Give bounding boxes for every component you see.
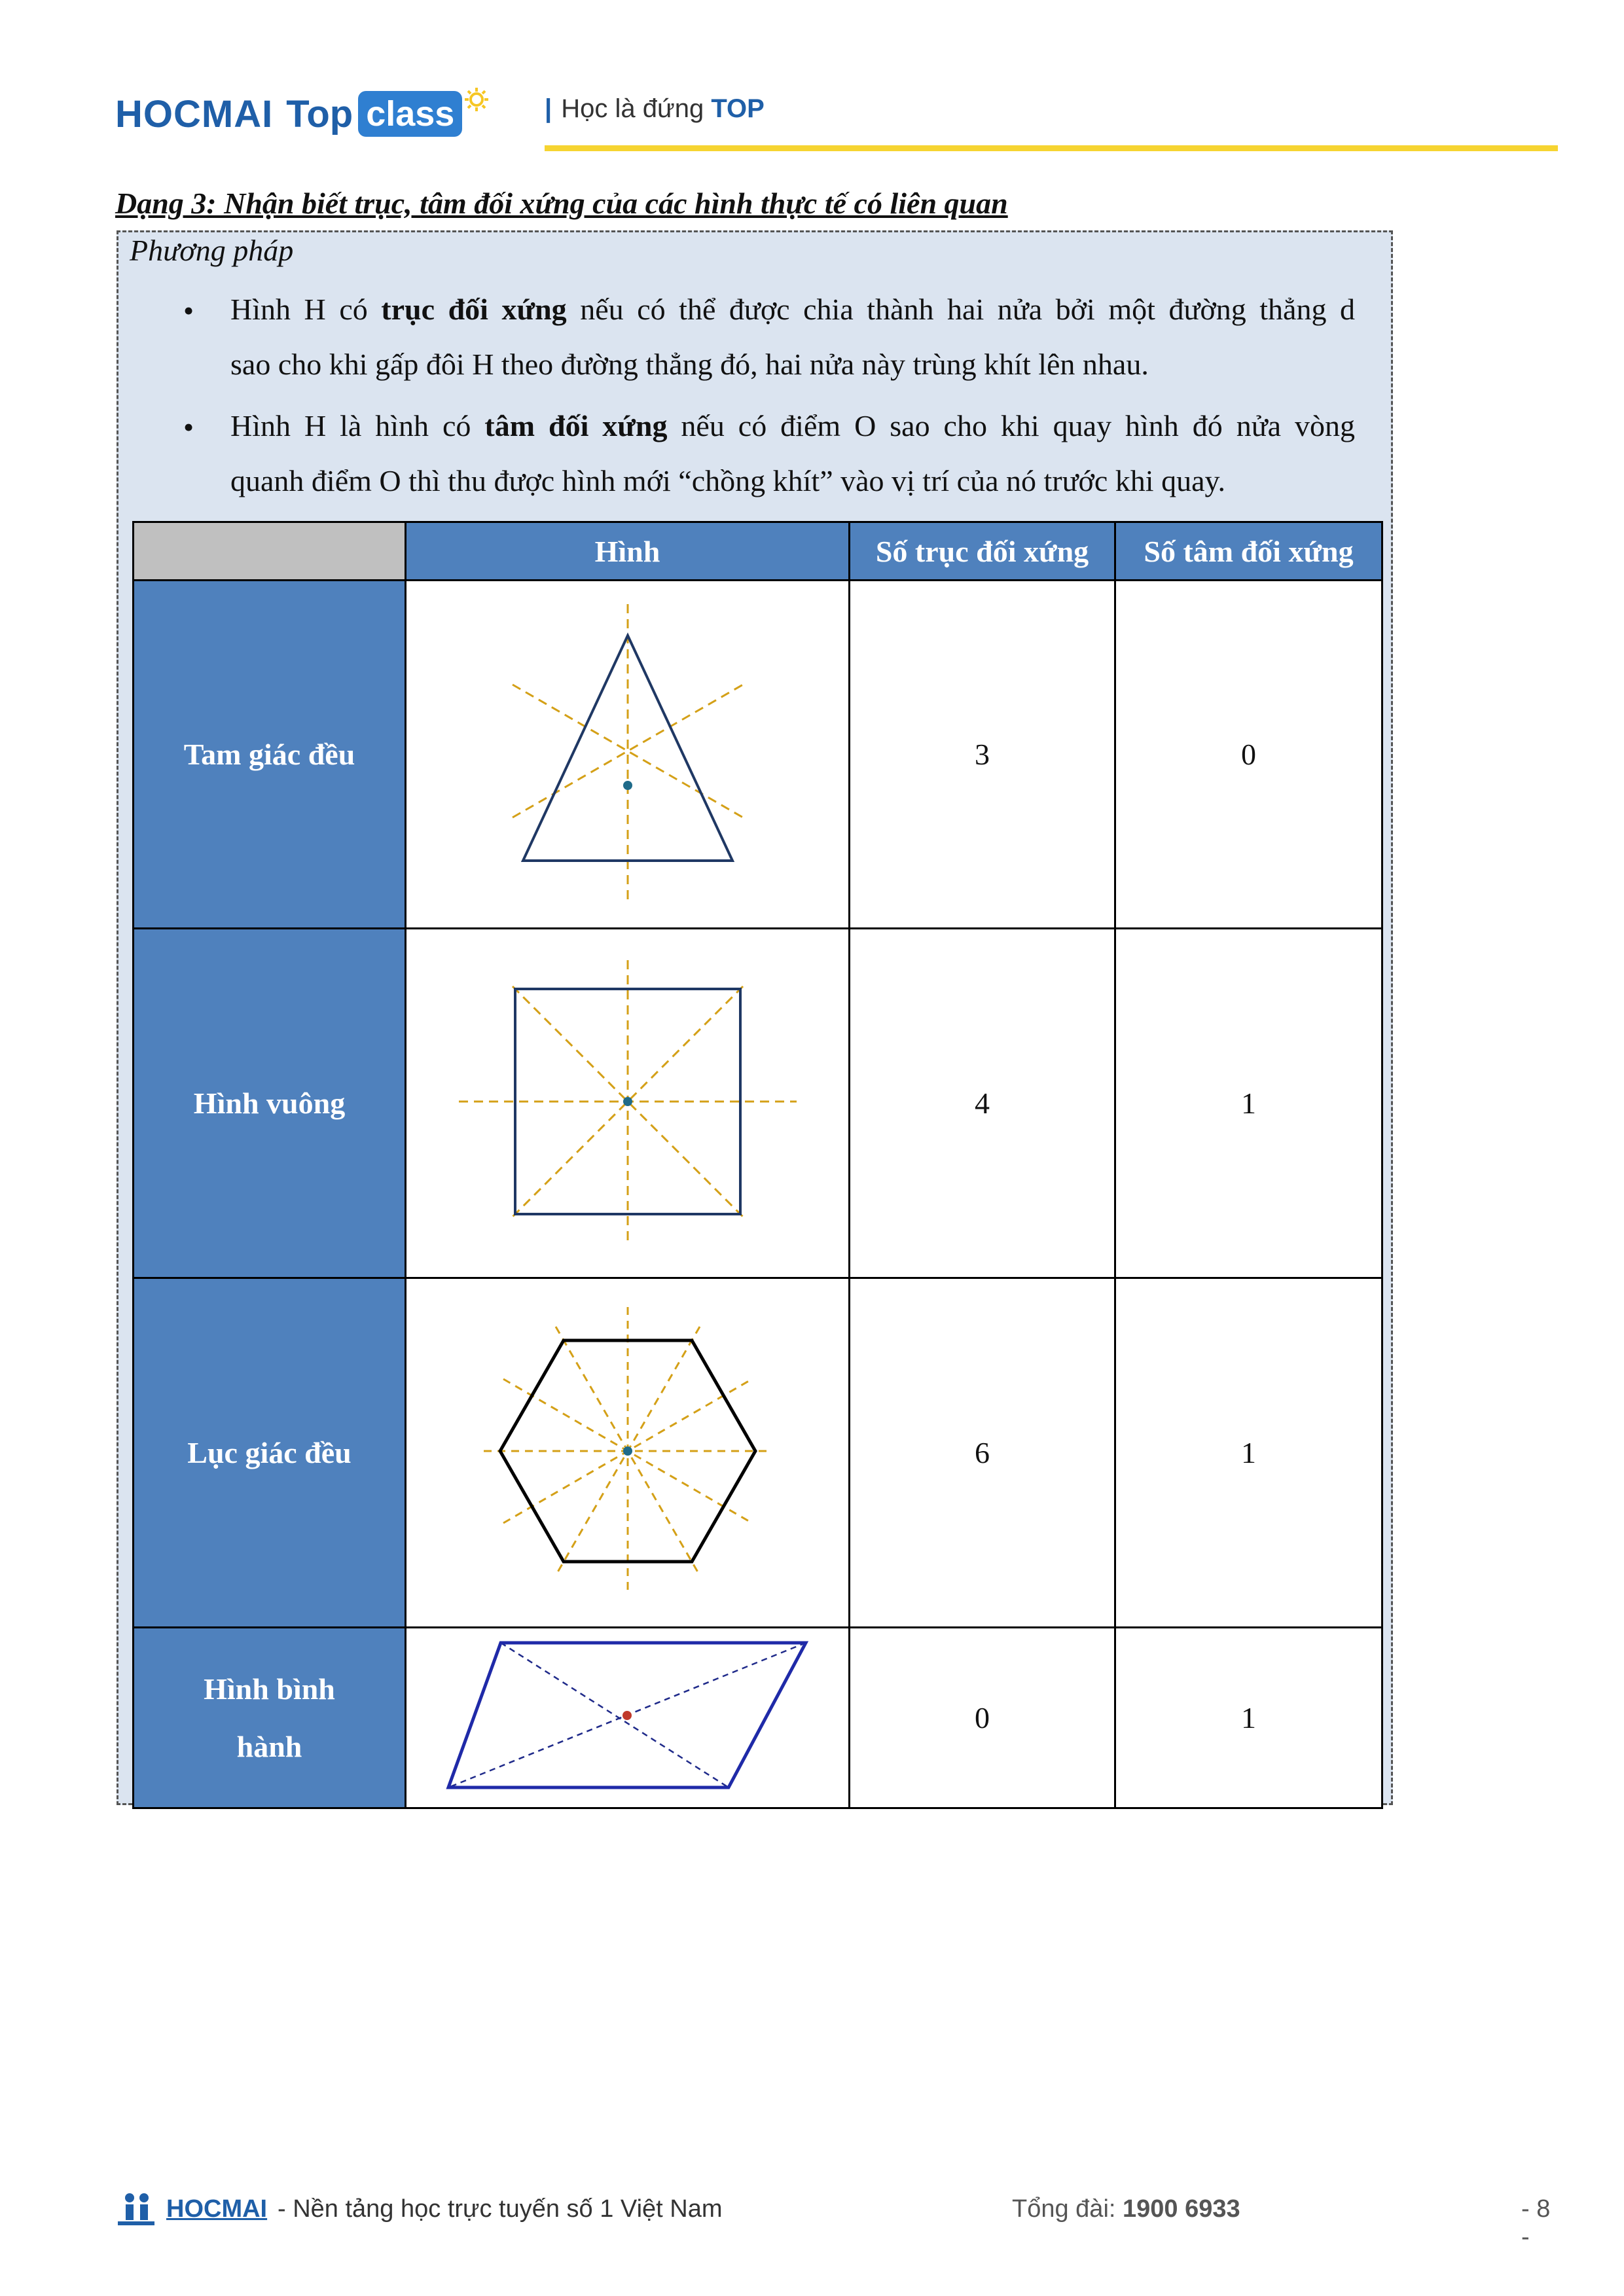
parallogram-figure [431,1631,824,1801]
row-label-parallelogram: Hình bình hành [134,1628,406,1808]
centers-count: 1 [1115,1628,1382,1808]
table-row [134,581,1382,929]
bullet-2-line-1: Hình H là hình có tâm đối xứng nếu có điểm O sao cho khi quay hình đó nửa vòng [230,409,1356,442]
method-heading: Phương pháp [130,234,294,267]
bullet-2-line-2: quanh điểm O thì thu được hình mới “chồng khít” vào vị trí của nó trước khi quay. [230,464,1225,497]
header-axes: Số trục đối xứng [850,522,1115,581]
centers-count: 0 [1115,581,1382,929]
footer-hotline: Tổng đài: 1900 6933 [1012,2195,1240,2223]
axes-count: 4 [850,929,1115,1278]
square-figure [458,958,798,1246]
figure-cell [406,581,850,929]
centers-count: 1 [1115,1278,1382,1628]
regular-hexagon-figure [464,1287,791,1615]
logo-class-badge: class [358,91,462,137]
tagline-separator: | [545,94,552,123]
logo-hocmai-text: HOCMAI [115,92,274,135]
hocmai-topclass-logo [115,88,490,140]
footer-brand[interactable]: HOCMAI [166,2195,268,2223]
row-label-hexagon: Lục giác đều [134,1278,406,1628]
figure-cell [406,1628,850,1808]
row-label-triangle: Tam giác đều [134,581,406,929]
footer-slogan: - Nền tảng học trực tuyến số 1 Việt Nam [278,2195,723,2223]
logo-top-text: Top [286,92,353,135]
table-row [134,1278,1382,1628]
page-number: - 8 - [1521,2195,1551,2251]
row-label-square: Hình vuông [134,929,406,1278]
axes-count: 6 [850,1278,1115,1628]
page-footer [115,2190,1559,2251]
table-row [134,929,1382,1278]
header-divider [545,145,1558,151]
header-tagline [545,94,765,124]
bullet-1-line-2: sao cho khi gấp đôi H theo đường thẳng đó, hai nửa này trùng khít lên nhau. [230,348,1149,381]
figure-cell [406,929,850,1278]
table-row [134,1628,1382,1808]
header-centers: Số tâm đối xứng [1115,522,1382,581]
figure-cell [406,1278,850,1628]
axes-count: 3 [850,581,1115,929]
section-title: Dạng 3: Nhận biết trục, tâm đối xứng của các hình thực tế có liên quan [115,187,1008,220]
bullet-dot: • [183,294,194,327]
tagline-text: Học là đứng [561,94,704,123]
bullet-1-line-1: Hình H có trục đối xứng nếu có thể được chia thành hai nửa bởi một đường thẳng d [230,293,1356,326]
center-term: tâm đối xứng [484,409,668,442]
axes-count: 0 [850,1628,1115,1808]
header-corner [134,522,406,581]
bullet-dot: • [183,410,194,444]
symmetry-table [132,521,1383,1809]
centers-count: 1 [1115,929,1382,1278]
hocmai-footer-logo-icon [115,2190,157,2229]
header-shape: Hình [406,522,850,581]
tagline-top: TOP [711,94,765,123]
equilateral-triangle-figure [490,599,765,906]
axis-term: trục đối xứng [381,293,567,326]
table-header-row [134,522,1382,581]
sun-icon [463,86,490,113]
